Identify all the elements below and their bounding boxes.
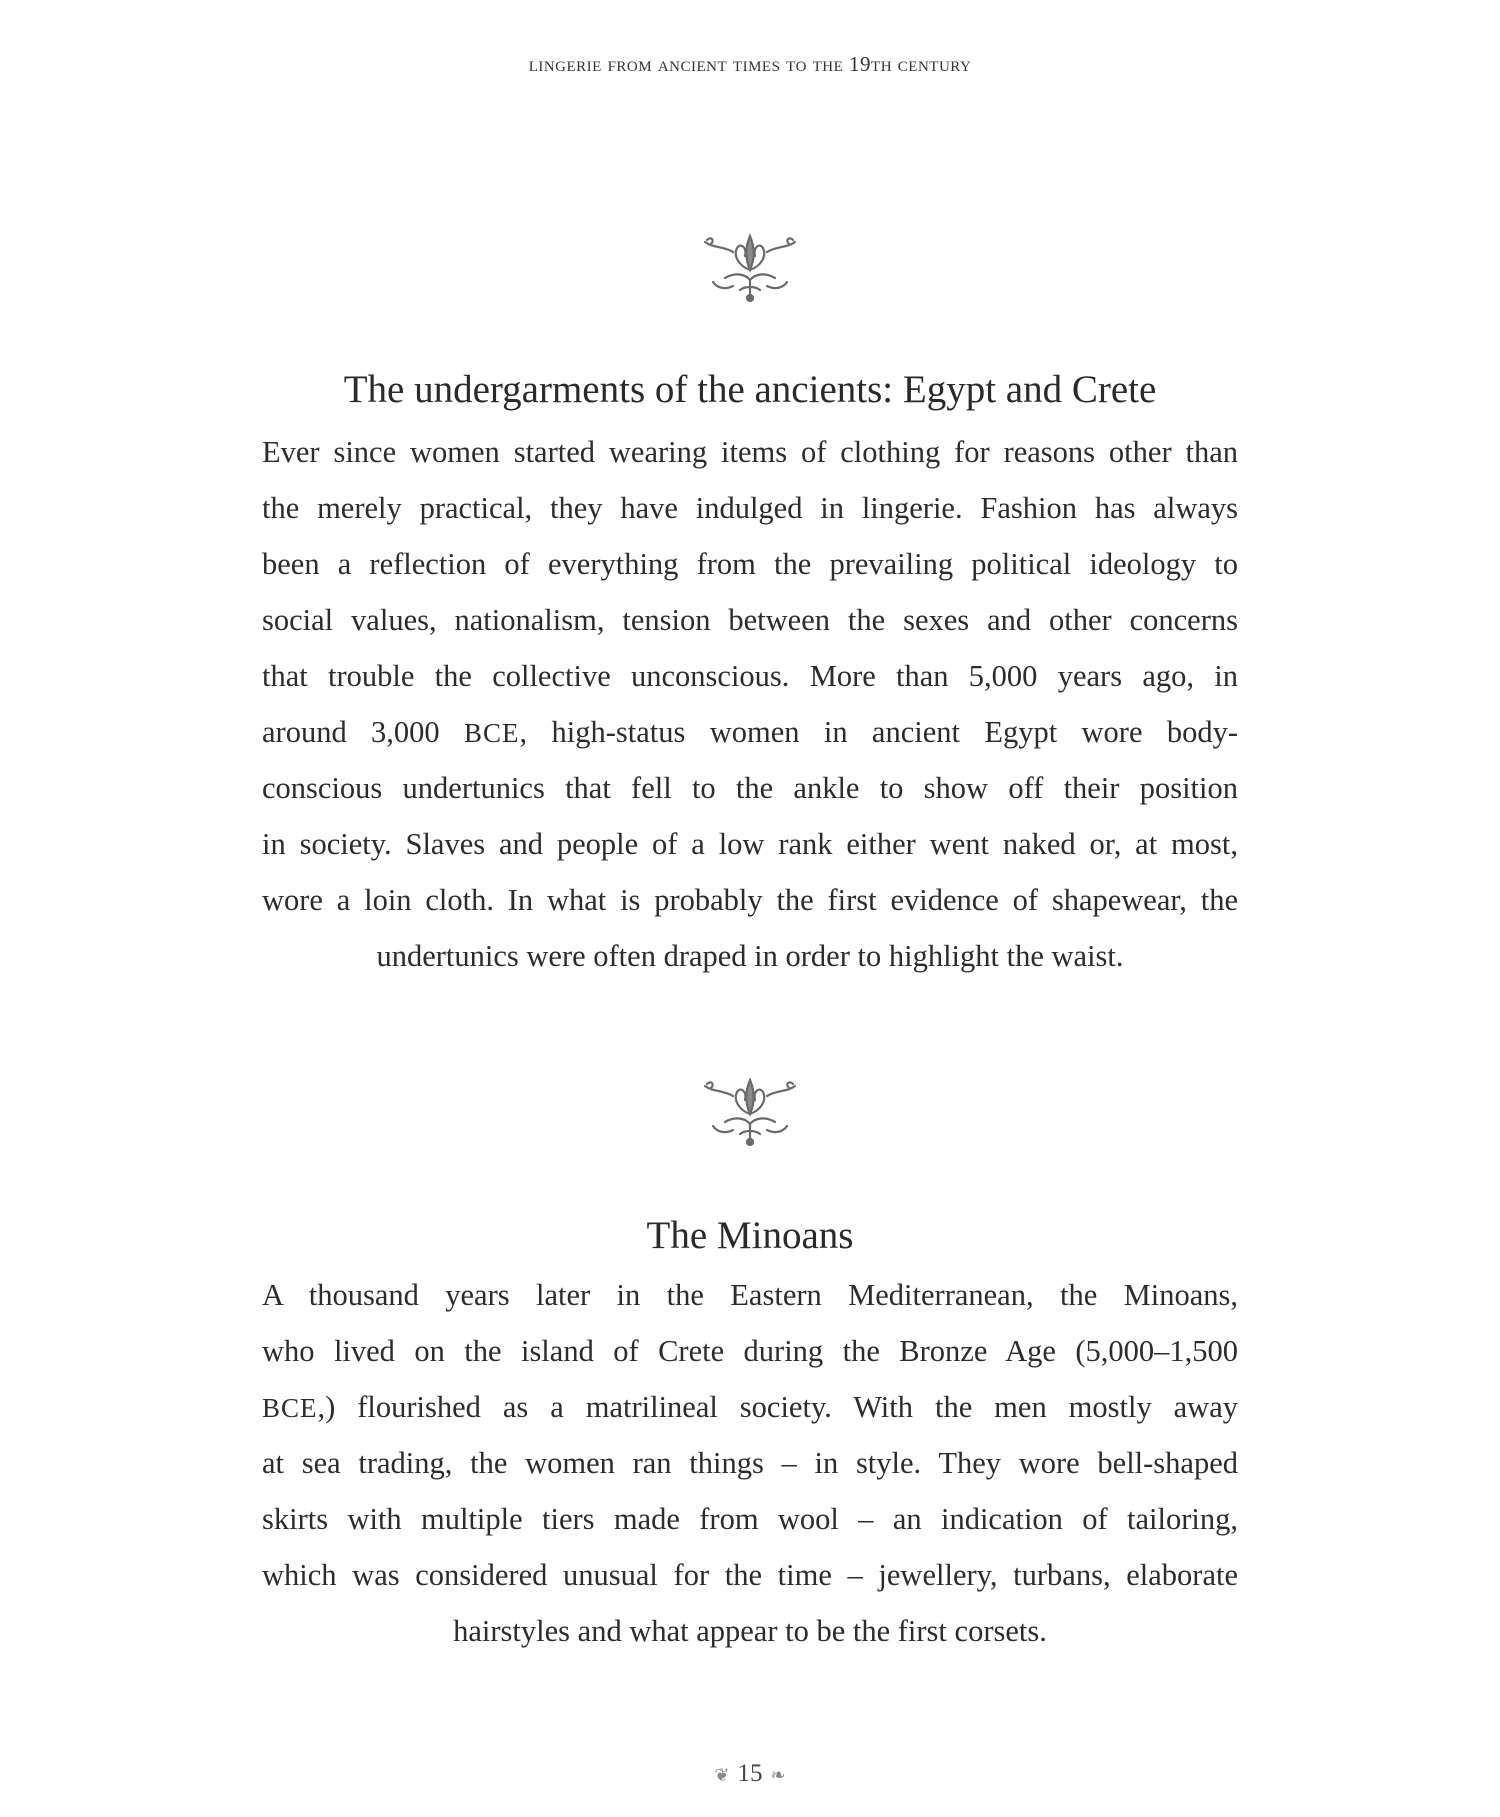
page-number	[0, 1760, 1500, 1788]
text-line	[262, 1379, 1238, 1435]
text-line: A thousand years later in the Eastern Mediterranean, the Minoans,	[262, 1278, 1238, 1312]
text-line: that trouble the collective unconscious. More than 5,000 years ago, in	[262, 659, 1238, 693]
text-line: skirts with multiple tiers made from wool – an indication of tailoring,	[262, 1502, 1238, 1536]
running-head: lingerie from ancient times to the 19th century	[528, 52, 972, 76]
paragraph-egypt-crete	[262, 424, 1238, 984]
text-line: Ever since women started wearing items of clothing for reasons other than	[262, 435, 1238, 469]
section-heading-minoans: The Minoans	[646, 1214, 854, 1257]
text-line: wore a loin cloth. In what is probably the first evidence of shapewear, the	[262, 883, 1238, 917]
text-line: the merely practical, they have indulged in lingerie. Fashion has always	[262, 491, 1238, 525]
text-line-part: around 3,000	[262, 715, 440, 749]
text-line: social values, nationalism, tension between the sexes and other concerns	[262, 603, 1238, 637]
text-line: at sea trading, the women ran things – in style. They wore bell-shaped	[262, 1446, 1238, 1480]
era-abbreviation: BCE	[464, 718, 520, 748]
flourish-right-icon: ❧	[770, 1765, 786, 1785]
page-number-value: 15	[737, 1760, 763, 1787]
text-line: undertunics were often draped in order to highlight the waist.	[376, 939, 1124, 973]
text-line	[262, 704, 1238, 760]
text-line: who lived on the island of Crete during the Bronze Age (5,000–1,500	[262, 1334, 1238, 1368]
text-line: in society. Slaves and people of a low rank either went naked or, at most,	[262, 827, 1238, 861]
fleur-de-lis-ornament-icon	[695, 1072, 805, 1152]
flourish-left-icon: ❦	[714, 1765, 730, 1785]
section-heading-egypt-crete: The undergarments of the ancients: Egypt and Crete	[343, 368, 1157, 411]
text-line-part: , high-status women in ancient Egypt wore body-	[519, 715, 1238, 749]
text-line-part: ,) flourished as a matrilineal society. With the men mostly away	[317, 1390, 1238, 1424]
text-line: which was considered unusual for the time – jewellery, turbans, elaborate	[262, 1558, 1238, 1592]
text-line: conscious undertunics that fell to the ankle to show off their position	[262, 771, 1238, 805]
text-line: been a reflection of everything from the prevailing political ideology to	[262, 547, 1238, 581]
fleur-de-lis-ornament-icon	[695, 228, 805, 308]
era-abbreviation: BCE	[262, 1393, 318, 1423]
paragraph-minoans	[262, 1267, 1238, 1659]
text-line: hairstyles and what appear to be the first corsets.	[453, 1614, 1047, 1648]
